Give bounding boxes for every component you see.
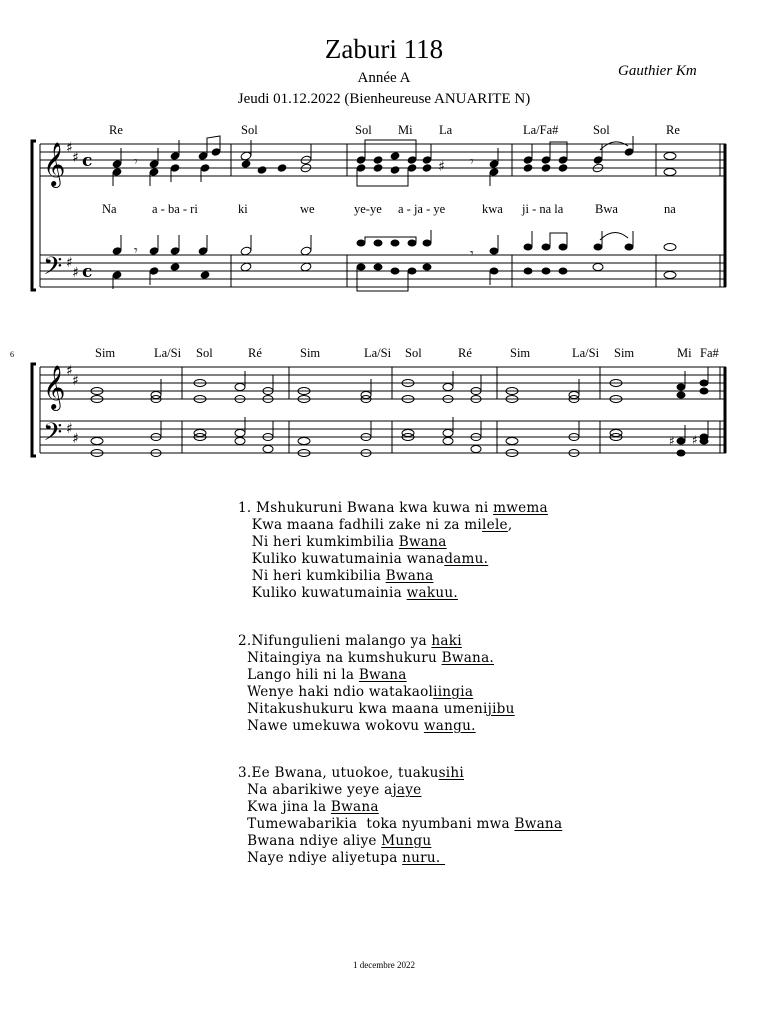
eighth-rest-icon: 𝄾 [134, 243, 138, 259]
verse-line: Ni heri kumkibilia Bwana [238, 568, 434, 584]
lyric-syllable: a - ja - ye [398, 202, 446, 216]
lyric-syllable: kwa [482, 202, 503, 216]
verse-line: Nitaingiya na kumshukuru Bwana. [238, 650, 494, 666]
verse-line: 1. Mshukuruni Bwana kwa kuwa ni mwema [238, 500, 548, 516]
verse-line: Nitakushukuru kwa maana umenijibu [238, 701, 515, 717]
staff-bass-2 [40, 421, 726, 453]
verse-line: Na abarikiwe yeye ajaye [238, 782, 422, 798]
lyric-syllable: ki [238, 202, 248, 216]
stanza-1 [238, 500, 548, 602]
sharp-icon: ♯ [72, 373, 79, 389]
chord-symbol: Sol [405, 346, 422, 360]
sharp-icon: ♯ [66, 421, 73, 437]
treble-notes-2 [91, 371, 622, 403]
lyric-syllable: na [664, 202, 676, 216]
chord-symbol: La/Si [154, 346, 182, 360]
staff-bass-1 [40, 255, 726, 287]
verse-line: Bwana ndiye aliye Mungu [238, 833, 432, 849]
barlines-2 [40, 367, 725, 453]
verse-line: Nawe umekuwa wokovu wangu. [238, 718, 476, 734]
chord-symbol: Fa# [700, 346, 719, 360]
sharp-icon: ♯ [669, 434, 675, 448]
verse-line: Ni heri kumkimbilia Bwana [238, 534, 447, 550]
system-bracket [32, 141, 36, 290]
staff-treble-1 [40, 144, 726, 176]
sharp-icon: ♯ [438, 159, 445, 175]
lyric-syllable: ye-ye [354, 202, 382, 216]
stanza-3 [238, 765, 562, 867]
subtitle: Année A [357, 70, 411, 86]
verse-line: Kuliko kuwatumainia wanadamu. [238, 551, 489, 567]
chord-symbol: Sol [593, 123, 610, 137]
verse-line: Kwa maana fadhili zake ni za milele, [238, 517, 513, 533]
chord-symbol: Ré [458, 346, 472, 360]
chord-symbol: Sim [300, 346, 321, 360]
lyric-syllable: a - ba - ri [152, 202, 198, 216]
sharp-icon: ♯ [66, 255, 73, 271]
sharp-icon: ♯ [692, 433, 698, 447]
chord-symbol: Ré [248, 346, 262, 360]
verse-line: 2.Nifungulieni malango ya haki [238, 633, 462, 649]
barlines-1 [40, 144, 725, 287]
chord-symbol: Mi [398, 123, 413, 137]
common-time-icon: c [82, 151, 93, 171]
verse-line: Naye ndiye aliyetupa nuru. [238, 850, 446, 866]
music-score [0, 0, 768, 480]
chord-symbol: Re [666, 123, 680, 137]
sharp-icon: ♯ [72, 431, 79, 447]
eighth-rest-icon: 𝄾 [470, 154, 474, 170]
sharp-icon: ♯ [72, 150, 79, 166]
chord-symbol: Sim [95, 346, 116, 360]
verse-line: 3.Ee Bwana, utuokoe, tuakusihi [238, 765, 465, 781]
system-bracket [32, 364, 36, 456]
measure-number: 6 [10, 350, 14, 359]
chord-symbol: Re [109, 123, 123, 137]
chord-symbol: Sol [241, 123, 258, 137]
verse-line: Wenye haki ndio watakaoliingia [238, 684, 474, 700]
treble-clef-icon: 𝄞 [43, 142, 66, 186]
staff-treble-2 [40, 367, 726, 399]
chord-symbol: Sol [355, 123, 372, 137]
eighth-rest-icon: 𝄾 [470, 246, 474, 262]
chord-symbol: La/Fa# [523, 123, 559, 137]
lyric-syllable: Na [102, 202, 117, 216]
sharp-icon: ♯ [66, 140, 73, 156]
chord-symbol: Sol [196, 346, 213, 360]
lyric-syllable: we [300, 202, 315, 216]
sharp-icon: ♯ [72, 265, 79, 281]
composer-name: Gauthier Km [618, 63, 697, 79]
lyric-syllable: ji - na la [522, 202, 564, 216]
verse-line: Tumewabarikia toka nyumbani mwa Bwana [238, 816, 563, 832]
chord-symbol: La/Si [364, 346, 392, 360]
bass-clef-icon: 𝄢 [43, 252, 63, 287]
page-title: Zaburi 118 [324, 34, 444, 64]
common-time-icon: c [82, 262, 93, 282]
verse-line: Kuliko kuwatumainia wakuu. [238, 585, 458, 601]
verse-line: Kwa jina la Bwana [238, 799, 379, 815]
verse-line: Lango hili ni la Bwana [238, 667, 407, 683]
stanza-2 [238, 633, 515, 735]
sharp-icon: ♯ [66, 363, 73, 379]
treble-clef-icon: 𝄞 [43, 365, 66, 409]
page-footer-date: 1 decembre 2022 [353, 960, 415, 970]
chord-symbol: Sim [614, 346, 635, 360]
chord-symbol: La [439, 123, 453, 137]
treble-notes-1 [112, 136, 676, 186]
lyric-syllable: Bwa [595, 202, 618, 216]
chord-symbol: La/Si [572, 346, 600, 360]
occasion-subtitle: Jeudi 01.12.2022 (Bienheureuse ANUARITE N) [237, 91, 531, 107]
chord-symbol: Sim [510, 346, 531, 360]
eighth-rest-icon: 𝄾 [134, 154, 138, 170]
bass-notes-1 [112, 230, 676, 291]
bass-clef-icon: 𝄢 [43, 418, 63, 453]
chord-symbol: Mi [677, 346, 692, 360]
